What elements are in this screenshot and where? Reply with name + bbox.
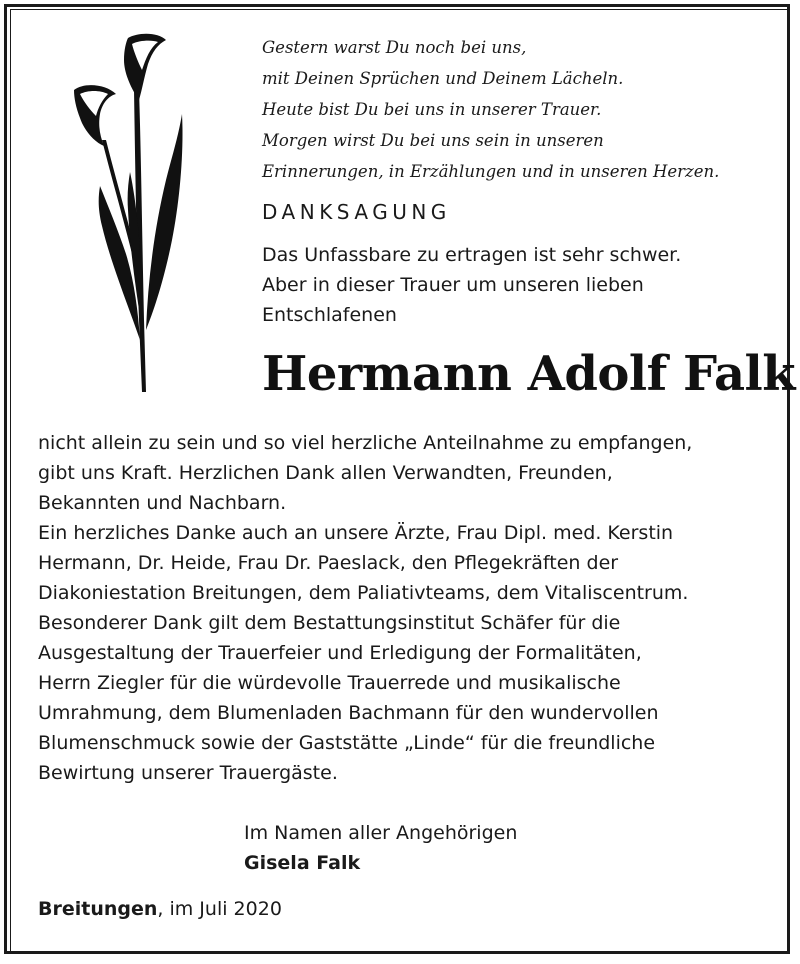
deceased-name: Hermann Adolf Falk	[262, 346, 796, 402]
signer-name: Gisela Falk	[244, 852, 361, 874]
body-line: gibt uns Kraft. Herzlichen Dank allen Verwandten, Freunden,	[38, 462, 613, 484]
body-line: Ausgestaltung der Trauerfeier und Erledigung der Formalitäten,	[38, 642, 642, 664]
closing	[244, 818, 517, 878]
body-line: Umrahmung, dem Blumenladen Bachmann für den wundervollen	[38, 702, 659, 724]
body-line: Besonderer Dank gilt dem Bestattungsinstitut Schäfer für die	[38, 612, 621, 634]
poem-line: Heute bist Du bei uns in unserer Trauer.	[262, 100, 602, 119]
poem-line: mit Deinen Sprüchen und Deinem Lächeln.	[262, 69, 624, 88]
heading-danksagung: DANKSAGUNG	[262, 200, 451, 224]
footer-date: , im Juli 2020	[157, 898, 282, 920]
body-line: nicht allein zu sein und so viel herzliche Anteilnahme zu empfangen,	[38, 432, 693, 454]
body-line: Diakoniestation Breitungen, dem Paliativteams, dem Vitaliscentrum.	[38, 582, 689, 604]
poem-line: Morgen wirst Du bei uns sein in unseren	[262, 131, 604, 150]
footer-place-date	[38, 898, 282, 920]
footer-place: Breitungen	[38, 898, 158, 920]
body-line: Blumenschmuck sowie der Gaststätte „Linde“ für die freundliche	[38, 732, 656, 754]
intro-line: Entschlafenen	[262, 304, 397, 326]
body-line: Herrn Ziegler für die würdevolle Trauerrede und musikalische	[38, 672, 621, 694]
intro-line: Das Unfassbare zu ertragen ist sehr schwer.	[262, 244, 682, 266]
body-text	[38, 428, 778, 788]
body-line: Hermann, Dr. Heide, Frau Dr. Paeslack, den Pflegekräften der	[38, 552, 619, 574]
closing-line: Im Namen aller Angehörigen	[244, 822, 518, 844]
intro-text	[262, 240, 782, 330]
poem-line: Gestern warst Du noch bei uns,	[262, 38, 527, 57]
calla-lily-icon	[66, 30, 186, 396]
body-line: Ein herzliches Danke auch an unsere Ärzte, Frau Dipl. med. Kerstin	[38, 522, 674, 544]
poem-line: Erinnerungen, in Erzählungen und in unseren Herzen.	[262, 162, 720, 181]
body-line: Bewirtung unserer Trauergäste.	[38, 762, 338, 784]
body-line: Bekannten und Nachbarn.	[38, 492, 287, 514]
intro-line: Aber in dieser Trauer um unseren lieben	[262, 274, 644, 296]
poem	[262, 32, 782, 187]
